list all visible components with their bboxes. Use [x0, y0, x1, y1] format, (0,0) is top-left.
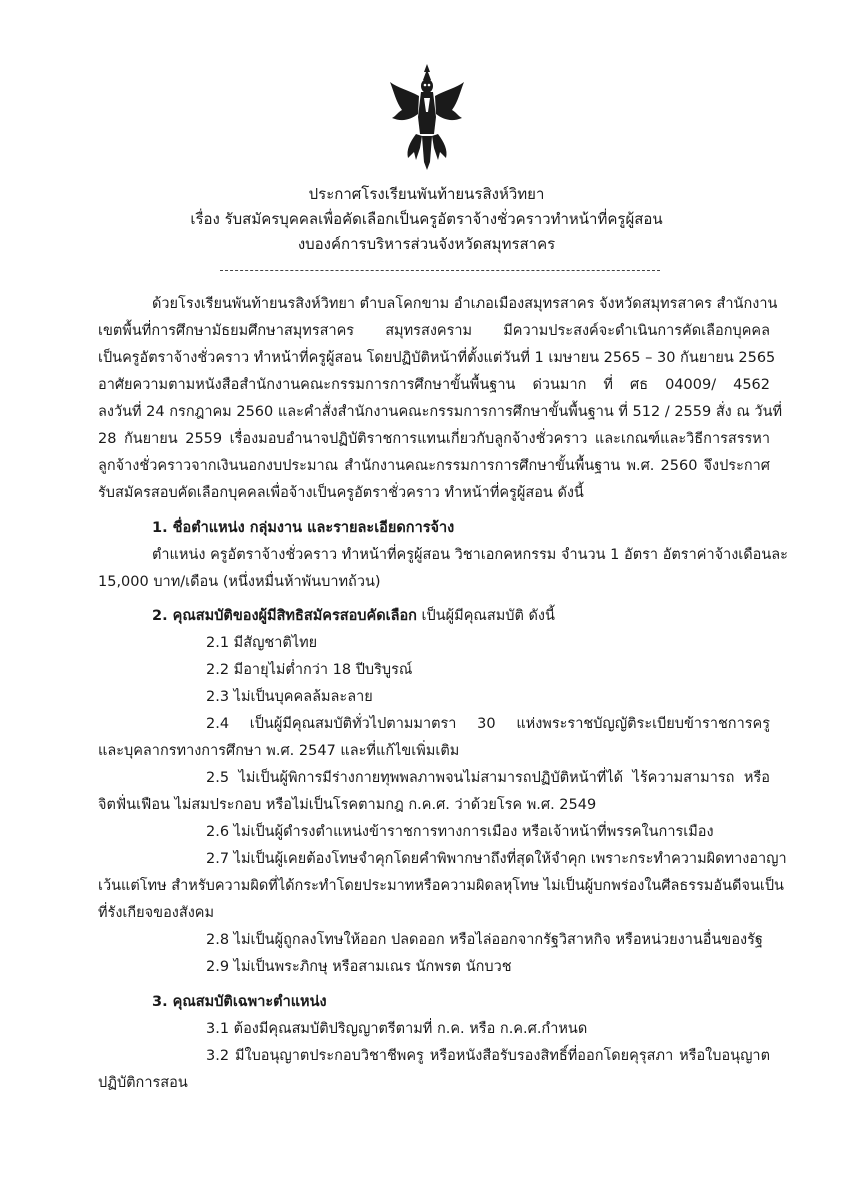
- section-2-item: 2.9 ไม่เป็นพระภิกษุ หรือสามเณร นักพรต นักบวช: [206, 959, 512, 975]
- section-2-item-cont: จิตฟั่นเฟือน ไม่สมประกอบ หรือไม่เป็นโรคตามกฎ ก.ค.ศ. ว่าด้วยโรค พ.ศ. 2549: [98, 797, 597, 813]
- intro-line: ด้วยโรงเรียนพันท้ายนรสิงห์วิทยา ตำบลโคกขาม อำเภอเมืองสมุทรสาคร จังหวัดสมุทรสาคร สำนักงาน: [152, 296, 778, 312]
- intro-line: เป็นครูอัตราจ้างชั่วคราว ทำหน้าที่ครูผู้สอน โดยปฏิบัติหน้าที่ตั้งแต่วันที่ 1 เมษายน 2565 – 30 กันยายน 2565: [98, 350, 776, 366]
- section-1-line: ตำแหน่ง ครูอัตราจ้างชั่วคราว ทำหน้าที่ครูผู้สอน วิชาเอกคหกรรม จำนวน 1 อัตรา อัตราค่าจ้างเดือนละ: [152, 547, 788, 563]
- announcement-subject: เรื่อง รับสมัครบุคคลเพื่อคัดเลือกเป็นครูอัตราจ้างชั่วคราวทำหน้าที่ครูผู้สอน: [190, 210, 663, 228]
- intro-line: ลงวันที่ 24 กรกฎาคม 2560 และคำสั่งสำนักงานคณะกรรมการการศึกษาขั้นพื้นฐาน ที่ 512 / 2559 สั่ง ณ วันที่: [98, 404, 783, 420]
- section-3-item: 3.1 ต้องมีคุณสมบัติปริญญาตรีตามที่ ก.ค. หรือ ก.ค.ศ.กำหนด: [206, 1021, 588, 1037]
- section-2-item: 2.1 มีสัญชาติไทย: [206, 635, 318, 651]
- announcement-issuer: ประกาศโรงเรียนพันท้ายนรสิงห์วิทยา: [308, 185, 545, 203]
- section-2-item: 2.3 ไม่เป็นบุคคลล้มละลาย: [206, 689, 373, 705]
- intro-line: รับสมัครสอบคัดเลือกบุคคลเพื่อจ้างเป็นครูอัตราชั่วคราว ทำหน้าที่ครูผู้สอน ดังนี้: [98, 485, 584, 501]
- section-2-item: 2.2 มีอายุไม่ต่ำกว่า 18 ปีบริบูรณ์: [206, 662, 413, 678]
- section-1-line: 15,000 บาท/เดือน (หนึ่งหมื่นห้าพันบาทถ้วน): [98, 574, 381, 590]
- section-2-item: 2.4 เป็นผู้มีคุณสมบัติทั่วไปตามมาตรา 30 แห่งพระราชบัญญัติระเบียบข้าราชการครู: [206, 716, 770, 732]
- section-2-item-cont: เว้นแต่โทษ สำหรับความผิดที่ได้กระทำโดยประมาทหรือความผิดลหุโทษ ไม่เป็นผู้บกพร่องในศีลธรรมอันดีจนเป็น: [98, 878, 784, 894]
- intro-line: เขตพื้นที่การศึกษามัธยมศึกษาสมุทรสาคร สมุทรสงคราม มีความประสงค์จะดำเนินการคัดเลือกบุคคล: [98, 323, 770, 339]
- intro-line: 28 กันยายน 2559 เรื่องมอบอำนาจปฏิบัติราชการแทนเกี่ยวกับลูกจ้างชั่วคราว และเกณฑ์และวิธีการสรรหา: [98, 431, 770, 447]
- section-2-heading: 2. คุณสมบัติของผู้มีสิทธิสมัครสอบคัดเลือก: [152, 608, 417, 624]
- section-2-heading-row: [152, 606, 555, 626]
- section-2-item-cont: และบุคลากรทางการศึกษา พ.ศ. 2547 และที่แก้ไขเพิ่มเติม: [98, 743, 460, 759]
- section-2-item: 2.5 ไม่เป็นผู้พิการมีร่างกายทุพพลภาพจนไม่สามารถปฏิบัติหน้าที่ได้ ไร้ความสามารถ หรือ: [206, 770, 770, 786]
- announcement-budget-line: งบองค์การบริหารส่วนจังหวัดสมุทรสาคร: [297, 235, 556, 253]
- section-2-heading-tail: เป็นผู้มีคุณสมบัติ ดังนี้: [416, 608, 555, 624]
- section-1-heading: 1. ชื่อตำแหน่ง กลุ่มงาน และรายละเอียดการจ้าง: [152, 520, 455, 536]
- section-3-item-cont: ปฏิบัติการสอน: [98, 1075, 188, 1091]
- section-2-item-cont: ที่รังเกียจของสังคม: [98, 905, 215, 921]
- section-3-heading: 3. คุณสมบัติเฉพาะตำแหน่ง: [152, 994, 327, 1010]
- section-2-item: 2.6 ไม่เป็นผู้ดำรงตำแหน่งข้าราชการทางการเมือง หรือเจ้าหน้าที่พรรคในการเมือง: [206, 824, 714, 840]
- section-3-item: 3.2 มีใบอนุญาตประกอบวิชาชีพครู หรือหนังสือรับรองสิทธิ์ที่ออกโดยคุรุสภา หรือใบอนุญาต: [206, 1048, 770, 1064]
- header-divider: [220, 270, 660, 271]
- section-2-item: 2.7 ไม่เป็นผู้เคยต้องโทษจำคุกโดยคำพิพากษาถึงที่สุดให้จำคุก เพราะกระทำความผิดทางอาญา: [206, 851, 787, 867]
- intro-line: ลูกจ้างชั่วคราวจากเงินนอกงบประมาณ สำนักงานคณะกรรมการการศึกษาขั้นพื้นฐาน พ.ศ. 2560 จึงประกาศ: [98, 458, 770, 474]
- garuda-emblem-icon: [388, 62, 466, 172]
- section-2-item: 2.8 ไม่เป็นผู้ถูกลงโทษให้ออก ปลดออก หรือไล่ออกจากรัฐวิสาหกิจ หรือหน่วยงานอื่นของรัฐ: [206, 932, 763, 948]
- intro-line: อาศัยความตามหนังสือสำนักงานคณะกรรมการการศึกษาขั้นพื้นฐาน ด่วนมาก ที่ ศธ 04009/ 4562: [98, 377, 770, 393]
